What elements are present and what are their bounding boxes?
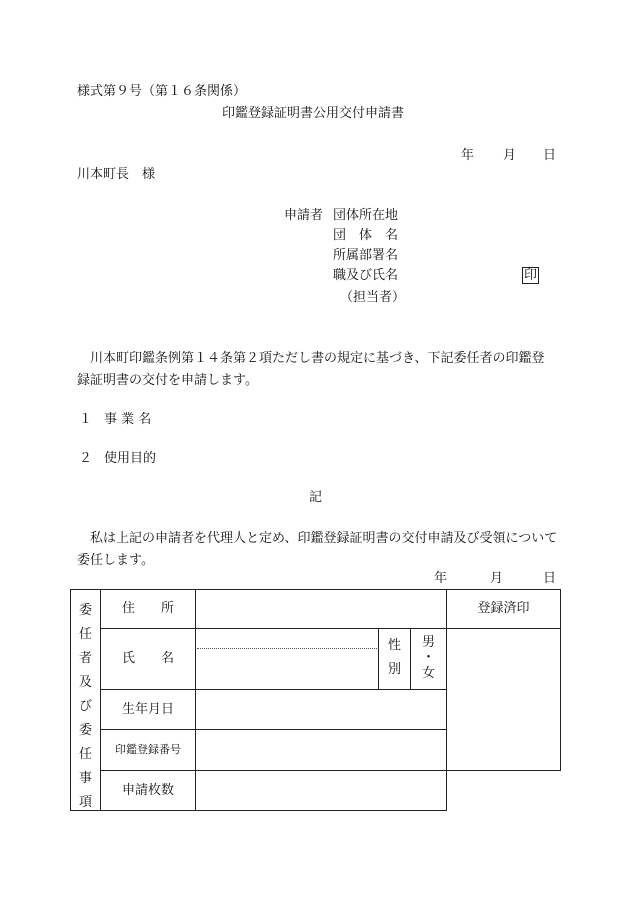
delegation-date-day-label: 日 xyxy=(543,571,557,586)
copies-label: 申請枚数 xyxy=(121,782,174,798)
delegation-statement: 私は上記の申請者を代理人と定め、印鑑登録証明書の交付申請及び受領について委任します。 xyxy=(77,531,558,568)
applicant-field-department: 所属部署名 xyxy=(333,248,399,263)
gender-label-char: 性 xyxy=(387,638,401,653)
gender-label-char: 別 xyxy=(387,662,401,677)
seal-registration-number-label: 印鑑登録番号 xyxy=(115,743,181,756)
address-label: 住 所 xyxy=(121,601,174,616)
delegation-date-year-label: 年 xyxy=(434,571,448,586)
applicant-field-org-name: 団 体 名 xyxy=(333,228,399,243)
side-header-char: 項 xyxy=(78,795,92,810)
gender-option-female[interactable]: 女 xyxy=(421,666,435,681)
side-header-char: び xyxy=(78,699,92,714)
date-month-label: 月 xyxy=(503,148,517,163)
gender-label xyxy=(379,634,410,682)
item-number-2: ２ xyxy=(79,451,93,466)
side-header-char: 任 xyxy=(78,627,92,642)
copies-field[interactable] xyxy=(196,771,446,810)
name-field[interactable] xyxy=(196,629,378,689)
side-header-char: 事 xyxy=(78,771,92,786)
date-year-label: 年 xyxy=(461,148,475,163)
applicant-label: 申請者 xyxy=(284,208,324,223)
document-title: 印鑑登録証明書公用交付申請書 xyxy=(222,106,405,121)
item-label-purpose: 使用目的 xyxy=(104,451,157,466)
ki-heading: 記 xyxy=(309,490,323,505)
address-field[interactable] xyxy=(196,590,446,628)
side-header-char: 委 xyxy=(78,723,92,738)
gender-option-male[interactable]: 男 xyxy=(421,635,435,650)
seal-registration-number-field[interactable] xyxy=(196,730,446,770)
item-number-1: １ xyxy=(79,412,93,427)
birthdate-field[interactable] xyxy=(196,690,446,729)
gender-option-separator: ・ xyxy=(421,650,435,665)
side-header-char: 委 xyxy=(78,603,92,618)
item-label-project-name: 事 業 名 xyxy=(104,412,152,427)
application-statement: 川本町印鑑条例第１４条第２項ただし書の規定に基づき、下記委任者の印鑑登録証明書の交付を申請します。 xyxy=(77,351,545,388)
name-label: 氏 名 xyxy=(121,651,174,666)
table-side-header xyxy=(71,599,100,815)
addressee: 川本町長 様 xyxy=(77,167,156,182)
form-number: 様式第９号（第１６条関係） xyxy=(77,84,247,99)
registered-seal-label: 登録済印 xyxy=(477,601,530,616)
delegation-date-month-label: 月 xyxy=(490,571,504,586)
side-header-char: 任 xyxy=(78,747,92,762)
applicant-field-title-name: 職及び氏名 xyxy=(333,268,399,283)
side-header-char: 及 xyxy=(78,675,92,690)
seal-mark: 印 xyxy=(524,268,538,283)
gender-options[interactable] xyxy=(411,634,446,682)
side-header-char: 者 xyxy=(78,651,92,666)
birthdate-label: 生年月日 xyxy=(121,701,174,717)
registered-seal-box xyxy=(447,629,560,770)
applicant-field-address: 団体所在地 xyxy=(333,208,399,223)
applicant-field-contact: （担当者） xyxy=(340,290,406,305)
date-day-label: 日 xyxy=(543,148,557,163)
